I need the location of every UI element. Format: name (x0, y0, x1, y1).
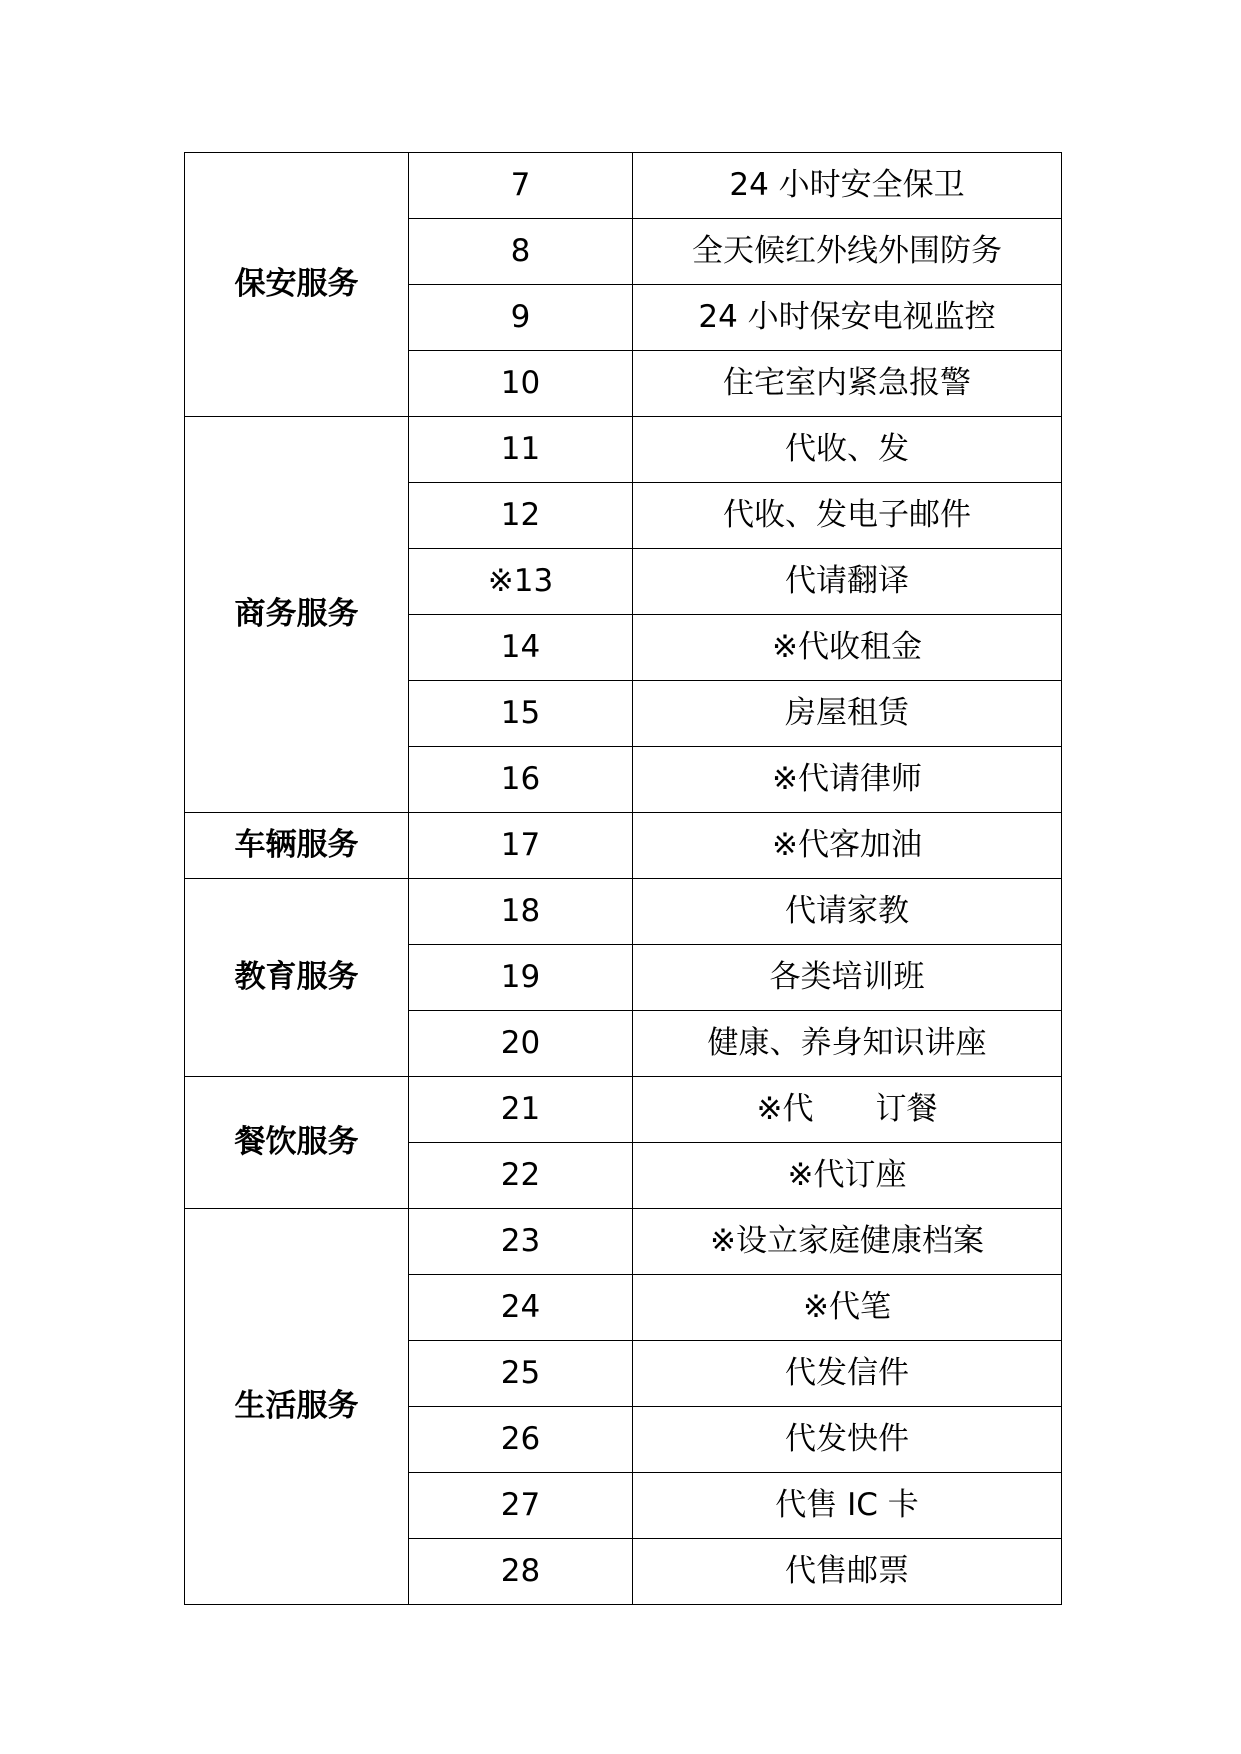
number-cell: 8 (409, 219, 633, 285)
service-item-cell: 各类培训班 (633, 945, 1062, 1011)
number-cell: 12 (409, 483, 633, 549)
number-cell: 14 (409, 615, 633, 681)
category-cell: 生活服务 (185, 1209, 409, 1605)
number-cell: 25 (409, 1341, 633, 1407)
category-cell: 车辆服务 (185, 813, 409, 879)
service-item-cell: 24 小时安全保卫 (633, 153, 1062, 219)
number-cell: 23 (409, 1209, 633, 1275)
services-table (184, 152, 1062, 1605)
number-cell: 9 (409, 285, 633, 351)
table-row (185, 1209, 1062, 1275)
service-item-cell: ※代订座 (633, 1143, 1062, 1209)
service-item-cell: 代发信件 (633, 1341, 1062, 1407)
service-item-cell: ※代请律师 (633, 747, 1062, 813)
category-cell: 教育服务 (185, 879, 409, 1077)
category-cell: 餐饮服务 (185, 1077, 409, 1209)
number-cell: 11 (409, 417, 633, 483)
table-row (185, 153, 1062, 219)
service-item-cell: 健康、养身知识讲座 (633, 1011, 1062, 1077)
category-cell: 商务服务 (185, 417, 409, 813)
service-item-cell: ※代 订餐 (633, 1077, 1062, 1143)
number-cell: ※13 (409, 549, 633, 615)
number-cell: 28 (409, 1539, 633, 1605)
service-item-cell: 24 小时保安电视监控 (633, 285, 1062, 351)
number-cell: 26 (409, 1407, 633, 1473)
service-item-cell: 代售 IC 卡 (633, 1473, 1062, 1539)
number-cell: 7 (409, 153, 633, 219)
number-cell: 10 (409, 351, 633, 417)
table-row (185, 879, 1062, 945)
service-item-cell: 代发快件 (633, 1407, 1062, 1473)
table-row (185, 1077, 1062, 1143)
number-cell: 21 (409, 1077, 633, 1143)
service-item-cell: 代售邮票 (633, 1539, 1062, 1605)
service-item-cell: ※代笔 (633, 1275, 1062, 1341)
service-item-cell: 全天候红外线外围防务 (633, 219, 1062, 285)
category-cell: 保安服务 (185, 153, 409, 417)
service-item-cell: 住宅室内紧急报警 (633, 351, 1062, 417)
service-item-cell: ※代收租金 (633, 615, 1062, 681)
service-item-cell: 代请家教 (633, 879, 1062, 945)
number-cell: 18 (409, 879, 633, 945)
table-row (185, 417, 1062, 483)
service-item-cell: ※设立家庭健康档案 (633, 1209, 1062, 1275)
number-cell: 16 (409, 747, 633, 813)
service-item-cell: 代请翻译 (633, 549, 1062, 615)
service-item-cell: ※代客加油 (633, 813, 1062, 879)
number-cell: 20 (409, 1011, 633, 1077)
number-cell: 15 (409, 681, 633, 747)
number-cell: 22 (409, 1143, 633, 1209)
number-cell: 24 (409, 1275, 633, 1341)
service-item-cell: 代收、发 (633, 417, 1062, 483)
service-item-cell: 房屋租赁 (633, 681, 1062, 747)
table-row (185, 813, 1062, 879)
number-cell: 27 (409, 1473, 633, 1539)
number-cell: 19 (409, 945, 633, 1011)
service-item-cell: 代收、发电子邮件 (633, 483, 1062, 549)
number-cell: 17 (409, 813, 633, 879)
